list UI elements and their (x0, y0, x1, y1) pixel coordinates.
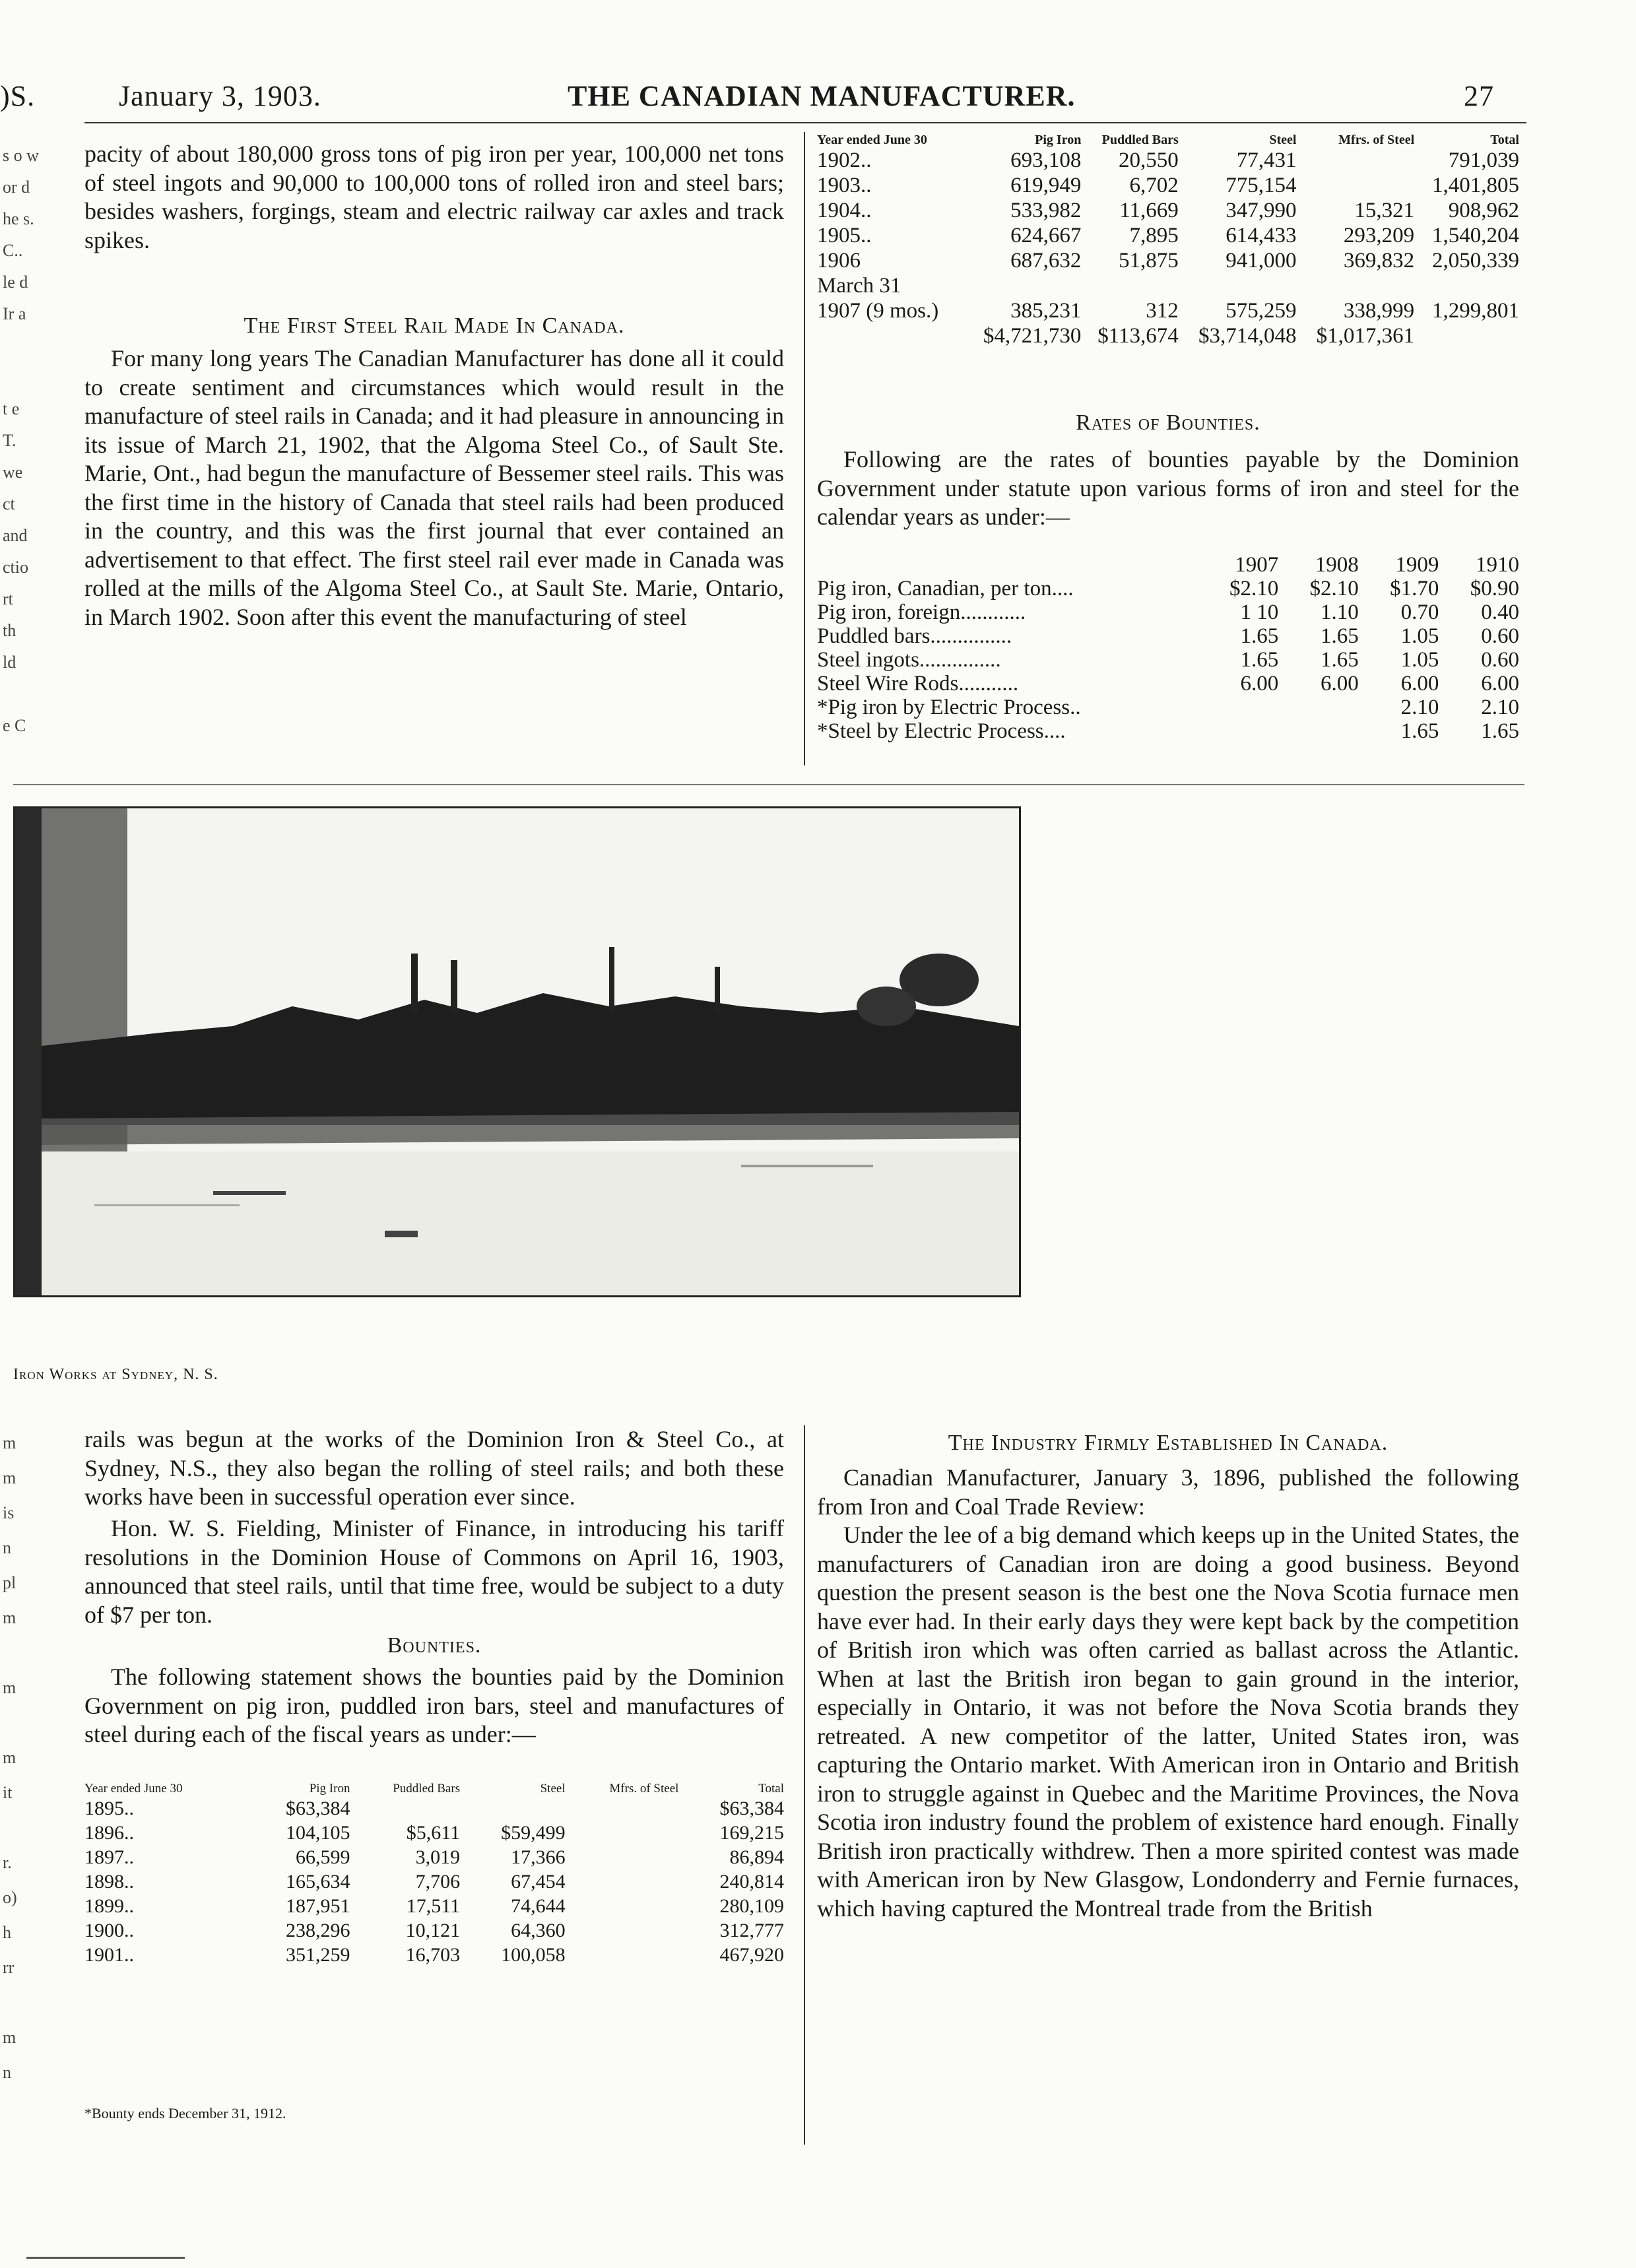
table-cell: 187,951 (285, 1895, 350, 1917)
table-cell: 533,982 (1010, 199, 1082, 222)
table-cell: 10,121 (405, 1920, 461, 1941)
table-cell (566, 1918, 679, 1943)
edge-line: m (3, 1748, 16, 1767)
table-cell: 575,259 (1226, 299, 1297, 323)
table-cell (817, 553, 1198, 577)
table-cell: 17,511 (406, 1895, 461, 1917)
article-paragraph: Canadian Manufacturer, January 3, 1896, published the following from Iron and Coal Trade Review: (817, 1464, 1519, 1520)
table-cell: 6.00 (1481, 672, 1519, 696)
table-cell: $63,384 (285, 1798, 350, 1819)
table-cell: 104,105 (285, 1822, 350, 1844)
table-cell: 614,433 (1226, 224, 1297, 247)
article-paragraph: Hon. W. S. Fielding, Minister of Finance, in introducing his tariff resolutions in the Dominion House of Commons on April 16, 1903, announced that steel rails, until that time free, would be subject to a duty of $7 per ton. (84, 1515, 784, 1628)
edge-line: s o w (3, 146, 39, 165)
edge-line (3, 362, 55, 393)
edge-line: o) (3, 1888, 17, 1907)
column-header: Mfrs. of Steel (609, 1782, 679, 1796)
section-heading-bounties: Bounties. (387, 1633, 482, 1658)
edge-line (3, 1705, 55, 1740)
edge-line: ctio (3, 558, 28, 577)
edge-line: n (3, 2063, 11, 2082)
table-cell: 1 10 (1240, 600, 1279, 624)
table-cell: 0.60 (1481, 648, 1519, 672)
table-cell: 908,962 (1448, 199, 1519, 222)
table-cell: 1903.. (817, 174, 872, 197)
table-cell (1278, 719, 1359, 743)
edge-line (3, 1635, 55, 1670)
table-cell: 1899.. (84, 1895, 134, 1917)
table-cell: 775,154 (1226, 174, 1297, 197)
column-header: 1909 (1395, 553, 1439, 577)
table-cell: 619,949 (1010, 174, 1082, 197)
edge-line: th (3, 621, 16, 640)
table-cell: Puddled bars............... (817, 624, 1012, 648)
edge-line: and (3, 526, 28, 545)
section-heading-first-steel-rail: The First Steel Rail Made In Canada. (244, 313, 625, 338)
table-row (817, 648, 1519, 672)
table-cell: 693,108 (1010, 148, 1082, 172)
table-row (84, 1943, 784, 1967)
table-cell: March 31 (817, 274, 901, 298)
table-cell: 7,706 (415, 1871, 461, 1893)
column-header: Pig Iron (1035, 133, 1082, 147)
table-cell: 15,321 (1354, 199, 1415, 222)
edge-line: C.. (3, 241, 23, 260)
table-cell: 16,703 (405, 1944, 461, 1966)
column-header: Total (1490, 133, 1519, 147)
edge-line: h (3, 1923, 11, 1942)
table-cell (1296, 173, 1414, 198)
table-cell: 169,215 (719, 1822, 784, 1844)
table-cell: 6.00 (1240, 672, 1279, 696)
edge-line: is (3, 1503, 15, 1522)
edge-line: t e (3, 399, 20, 418)
column-divider (804, 1425, 805, 2145)
table-cell: 74,644 (511, 1895, 566, 1917)
column-header: Pig Iron (309, 1782, 350, 1796)
column-header: Mfrs. of Steel (1338, 133, 1415, 147)
edge-line: we (3, 463, 23, 482)
left-edge-text-bottom (3, 1425, 55, 2090)
table-cell: 77,431 (1236, 148, 1297, 172)
table-cell: 1,401,805 (1432, 174, 1519, 197)
photograph-illustration (15, 808, 1019, 1295)
article-paragraph: For many long years The Canadian Manufacturer has done all it could to create sentiment and circumstances which would result in the manufacture of steel rails in Canada; and it had pleasure in announcing in its issue of March 21, 1902, that the Algoma Steel Co., of Sault Ste. Marie, Ont., had begun the manufacture of Bessemer steel rails. This was the first time in the history of Canada that steel rails had been produced in the country, and this was the first journal that ever contained an advertisement to that effect. The first steel rail ever made in Canada was rolled at the mills of the Algoma Steel Co., at Sault Ste. Marie, Ontario, in March 1902. Soon after this event the manufacturing of steel (84, 345, 784, 630)
table-cell: Steel ingots............... (817, 648, 1001, 672)
table-cell (1198, 696, 1279, 719)
table-cell (460, 1796, 566, 1821)
table-cell (1296, 273, 1414, 298)
bounty-table-1895-1901 (84, 1782, 784, 1967)
table-cell (1198, 719, 1279, 743)
table-cell (566, 1845, 679, 1869)
table-cell: 293,209 (1343, 224, 1415, 247)
table-cell: $2.10 (1229, 577, 1279, 600)
edge-line (3, 1985, 55, 2020)
table-cell: 2.10 (1400, 696, 1439, 719)
table-cell: $0.90 (1470, 577, 1519, 600)
table-cell: 64,360 (511, 1920, 566, 1941)
table-cell: 66,599 (295, 1846, 350, 1868)
table-cell: 238,296 (285, 1920, 350, 1941)
table-cell (1278, 696, 1359, 719)
table-row (817, 672, 1519, 696)
table-row (817, 223, 1519, 248)
table-row (84, 1845, 784, 1869)
table-cell: 1.65 (1321, 624, 1359, 648)
edge-line: ld (3, 653, 16, 672)
edge-line (3, 1810, 55, 1845)
article-paragraph: Under the lee of a big demand which keeps up in the United States, the manufacturers of Canadian iron are doing a good business. Beyond question the present season is the best one the Nova Scotia furnace men have ever had. In their early days they were kept back by the competition of British iron which was often carried as ballast across the Atlantic. When at last the British iron began to gain ground in the interior, especially in Ontario, it was not before the Nova Scotia brands they retreated. A new competitor of the latter, United States iron, was capturing the Ontario market. With American iron in Ontario and British iron to struggle against in Quebec and the Maritime Provinces, the Nova Scotia iron industry found the problem of existence hard enough. Finally British iron practically withdrew. Then a more spirited contest was made with American iron by New Glasgow, Londonderry and Fernie furnaces, which having captured the Montreal trade from the British (817, 1522, 1519, 1922)
column-header: Steel (1269, 133, 1297, 147)
left-edge-text-top (3, 140, 55, 742)
table-cell: 6.00 (1321, 672, 1359, 696)
section-rule (13, 784, 1524, 785)
table-row (817, 577, 1519, 600)
edge-line: m (3, 1608, 16, 1627)
left-edge-fragment: )S. (0, 80, 36, 112)
table-cell: 369,832 (1343, 249, 1415, 273)
table-header-row (817, 553, 1519, 577)
table-row (817, 273, 1519, 298)
table-cell: Steel Wire Rods........... (817, 672, 1019, 696)
column-header: 1910 (1476, 553, 1519, 577)
table-cell: 6,702 (1129, 174, 1179, 197)
table-cell: 1,540,204 (1432, 224, 1519, 247)
table-cell: 240,814 (719, 1871, 784, 1893)
table-cell (1414, 323, 1519, 348)
section-heading-industry-established: The Industry Firmly Established In Canada. (948, 1431, 1389, 1455)
edge-line (3, 330, 55, 362)
table-cell: $59,499 (501, 1822, 566, 1844)
table-cell: $113,674 (1097, 324, 1179, 348)
column-divider (804, 132, 805, 765)
table-cell: 1895.. (84, 1798, 134, 1819)
table-row (817, 624, 1519, 648)
table-cell (566, 1894, 679, 1918)
table-cell: 1902.. (817, 148, 872, 172)
table-row (817, 148, 1519, 173)
table-cell (1414, 273, 1519, 298)
edge-line: T. (3, 431, 16, 450)
edge-line (3, 678, 55, 710)
table-cell: 1.65 (1240, 648, 1279, 672)
table-row (817, 248, 1519, 273)
bottom-mark (26, 2257, 185, 2259)
edge-line: n (3, 1538, 11, 1557)
table-row (817, 173, 1519, 198)
table-cell: Pig iron, foreign............ (817, 600, 1026, 624)
edge-line: m (3, 1678, 16, 1697)
table-row (84, 1796, 784, 1821)
table-cell: 2,050,339 (1432, 249, 1519, 273)
table-cell: 1.65 (1321, 648, 1359, 672)
column-header: Steel (540, 1782, 566, 1796)
table-cell: 687,632 (1010, 249, 1082, 273)
table-row (84, 1918, 784, 1943)
table-row (84, 1821, 784, 1845)
bounty-rates-table (817, 553, 1519, 743)
table-cell: 1.10 (1321, 600, 1359, 624)
table-row (817, 600, 1519, 624)
table-cell: $4,721,730 (983, 324, 1082, 348)
issue-date: January 3, 1903. (119, 80, 321, 112)
edge-line: pl (3, 1573, 16, 1592)
edge-line: r. (3, 1853, 12, 1872)
table-row (817, 198, 1519, 223)
table-cell: 312 (1146, 299, 1179, 323)
column-header: Year ended June 30 (817, 133, 927, 147)
table-cell: 100,058 (501, 1944, 566, 1966)
table-cell: $2.10 (1309, 577, 1359, 600)
table-row (817, 719, 1519, 743)
article-paragraph: pacity of about 180,000 gross tons of pig iron per year, 100,000 net tons of steel ingots and 90,000 to 100,000 tons of rolled iron and steel bars; besides washers, forgings, steam and electric railway car axles and track spikes. (84, 141, 784, 253)
table-cell (350, 1796, 460, 1821)
table-cell (1179, 273, 1297, 298)
column-header: Total (758, 1782, 784, 1796)
article-paragraph: The following statement shows the bounties paid by the Dominion Government on pig iron, puddled iron bars, steel and manufactures of steel during each of the fiscal years as under:— (84, 1664, 784, 1747)
edge-line: rt (3, 589, 13, 608)
table-cell: 467,920 (719, 1944, 784, 1966)
table-cell: 1.65 (1400, 719, 1439, 743)
table-cell (566, 1821, 679, 1845)
edge-line: ct (3, 494, 15, 513)
table-cell (566, 1796, 679, 1821)
iron-works-photograph (13, 806, 1021, 1297)
table-cell: 385,231 (1010, 299, 1082, 323)
section-heading-rates-of-bounties: Rates of Bounties. (1076, 410, 1260, 435)
table-cell: 1900.. (84, 1920, 134, 1941)
table-cell: 86,894 (729, 1846, 784, 1868)
table-cell: 1.05 (1400, 624, 1439, 648)
table-cell: 338,999 (1343, 299, 1415, 323)
table-cell (964, 273, 1082, 298)
edge-line: or d (3, 178, 30, 197)
table-cell: 1897.. (84, 1846, 134, 1868)
table-cell: *Pig iron by Electric Process.. (817, 696, 1081, 719)
table-cell (817, 323, 964, 348)
table-cell: 351,259 (285, 1944, 350, 1966)
article-paragraph: rails was begun at the works of the Dominion Iron & Steel Co., at Sydney, N.S., they also began the rolling of steel rails; and both these works have been in successful operation ever since. (84, 1426, 784, 1510)
table-cell: 1896.. (84, 1822, 134, 1844)
table-cell: 1.65 (1481, 719, 1519, 743)
table-row (84, 1894, 784, 1918)
header-rule (84, 122, 1526, 123)
edge-line: Ir a (3, 304, 26, 323)
table-cell: 1,299,801 (1432, 299, 1519, 323)
rates-intro-paragraph: Following are the rates of bounties payable by the Dominion Government under statute upon various forms of iron and steel for the calendar years as under:— (817, 446, 1519, 530)
table-cell: 3,019 (415, 1846, 461, 1868)
table-cell (1081, 273, 1178, 298)
edge-line: le d (3, 273, 28, 292)
column-header: 1907 (1235, 553, 1279, 577)
table-cell (566, 1943, 679, 1967)
bounty-footnote: *Bounty ends December 31, 1912. (84, 2105, 286, 2122)
column-header: 1908 (1315, 553, 1359, 577)
table-cell: 312,777 (719, 1920, 784, 1941)
edge-line: m (3, 2028, 16, 2047)
edge-line: he s. (3, 209, 34, 228)
table-cell: Pig iron, Canadian, per ton.... (817, 577, 1074, 600)
table-cell (1296, 148, 1414, 173)
column-header: Puddled Bars (393, 1782, 461, 1796)
table-cell: 1905.. (817, 224, 872, 247)
column-header: Year ended June 30 (84, 1782, 183, 1796)
table-cell: 20,550 (1119, 148, 1179, 172)
table-row (817, 696, 1519, 719)
table-cell: 791,039 (1448, 148, 1519, 172)
table-cell: 1898.. (84, 1871, 134, 1893)
table-cell: 1904.. (817, 199, 872, 222)
bounty-table-1902-1907 (817, 132, 1519, 348)
table-cell: 0.60 (1481, 624, 1519, 648)
table-totals-row (817, 323, 1519, 348)
edge-line: e C (3, 716, 26, 735)
table-cell: 1.05 (1400, 648, 1439, 672)
table-cell: $63,384 (719, 1798, 784, 1819)
table-cell: $5,611 (406, 1822, 461, 1844)
photo-caption: Iron Works at Sydney, N. S. (13, 1366, 218, 1383)
table-cell: 11,669 (1119, 199, 1179, 222)
publication-title: THE CANADIAN MANUFACTURER. (568, 80, 1076, 112)
table-cell: 941,000 (1226, 249, 1297, 273)
table-cell: $1,017,361 (1316, 324, 1415, 348)
table-cell: 1.65 (1240, 624, 1279, 648)
table-cell: 280,109 (719, 1895, 784, 1917)
table-cell: 0.70 (1400, 600, 1439, 624)
table-cell: 347,990 (1226, 199, 1297, 222)
table-cell: $1.70 (1390, 577, 1439, 600)
table-cell: $3,714,048 (1198, 324, 1297, 348)
table-cell: 0.40 (1481, 600, 1519, 624)
edge-line: rr (3, 1958, 15, 1977)
table-cell (566, 1869, 679, 1894)
table-row (817, 298, 1519, 323)
table-row (84, 1869, 784, 1894)
edge-line: m (3, 1468, 16, 1487)
table-cell: 51,875 (1119, 249, 1179, 273)
table-cell: *Steel by Electric Process.... (817, 719, 1066, 743)
table-cell: 6.00 (1400, 672, 1439, 696)
table-cell: 1901.. (84, 1944, 134, 1966)
column-header: Puddled Bars (1101, 133, 1179, 147)
table-cell: 1906 (817, 249, 861, 273)
page-number: 27 (1464, 80, 1494, 112)
table-cell: 165,634 (285, 1871, 350, 1893)
table-cell: 67,454 (511, 1871, 566, 1893)
table-cell: 7,895 (1129, 224, 1179, 247)
edge-line: m (3, 1433, 16, 1452)
table-cell: 2.10 (1481, 696, 1519, 719)
edge-line: it (3, 1783, 13, 1802)
table-cell: 624,667 (1010, 224, 1082, 247)
table-cell: 1907 (9 mos.) (817, 299, 939, 323)
table-cell: 17,366 (511, 1846, 566, 1868)
